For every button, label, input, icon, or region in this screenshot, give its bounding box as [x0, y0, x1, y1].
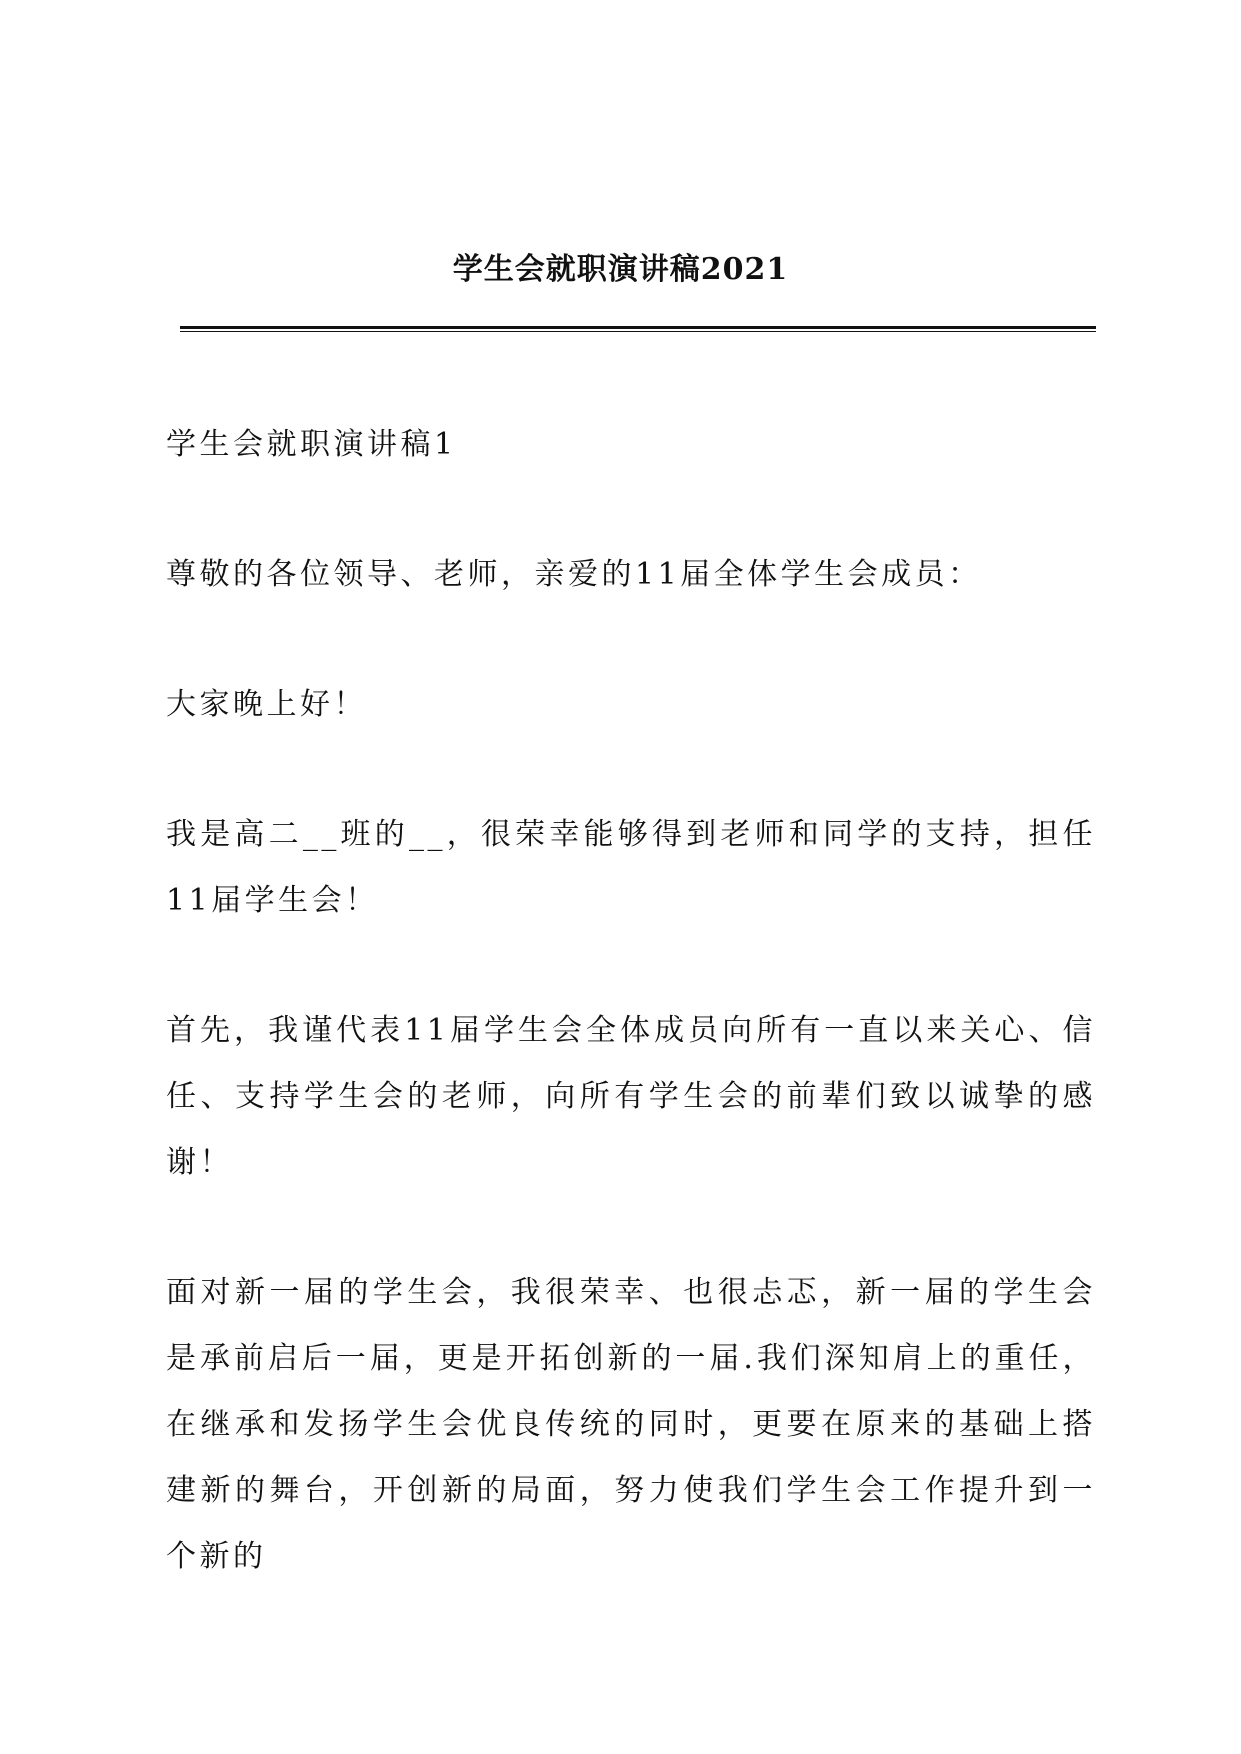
document-body: [166, 412, 1096, 1654]
section-heading: 学生会就职演讲稿1: [166, 427, 457, 462]
title-divider: [180, 326, 1096, 332]
greeting-paragraph: 大家晚上好！: [166, 687, 367, 722]
body-paragraph: 我是高二__班的__，很荣幸能够得到老师和同学的支持，担任11届学生会！: [166, 817, 1096, 918]
body-paragraph: 首先，我谨代表11届学生会全体成员向所有一直以来关心、信任、支持学生会的老师，向所有学生会的前辈们致以诚挚的感谢！: [166, 1013, 1096, 1180]
document-title: 学生会就职演讲稿2021: [452, 252, 789, 287]
salutation-paragraph: 尊敬的各位领导、老师，亲爱的11届全体学生会成员：: [166, 557, 982, 592]
body-paragraph: 面对新一届的学生会，我很荣幸、也很忐忑，新一届的学生会是承前启后一届，更是开拓创新的一届.我们深知肩上的重任，在继承和发扬学生会优良传统的同时，更要在原来的基础上搭建新的舞台，开创新的局面，努力使我们学生会工作提升到一个新的: [166, 1275, 1096, 1574]
